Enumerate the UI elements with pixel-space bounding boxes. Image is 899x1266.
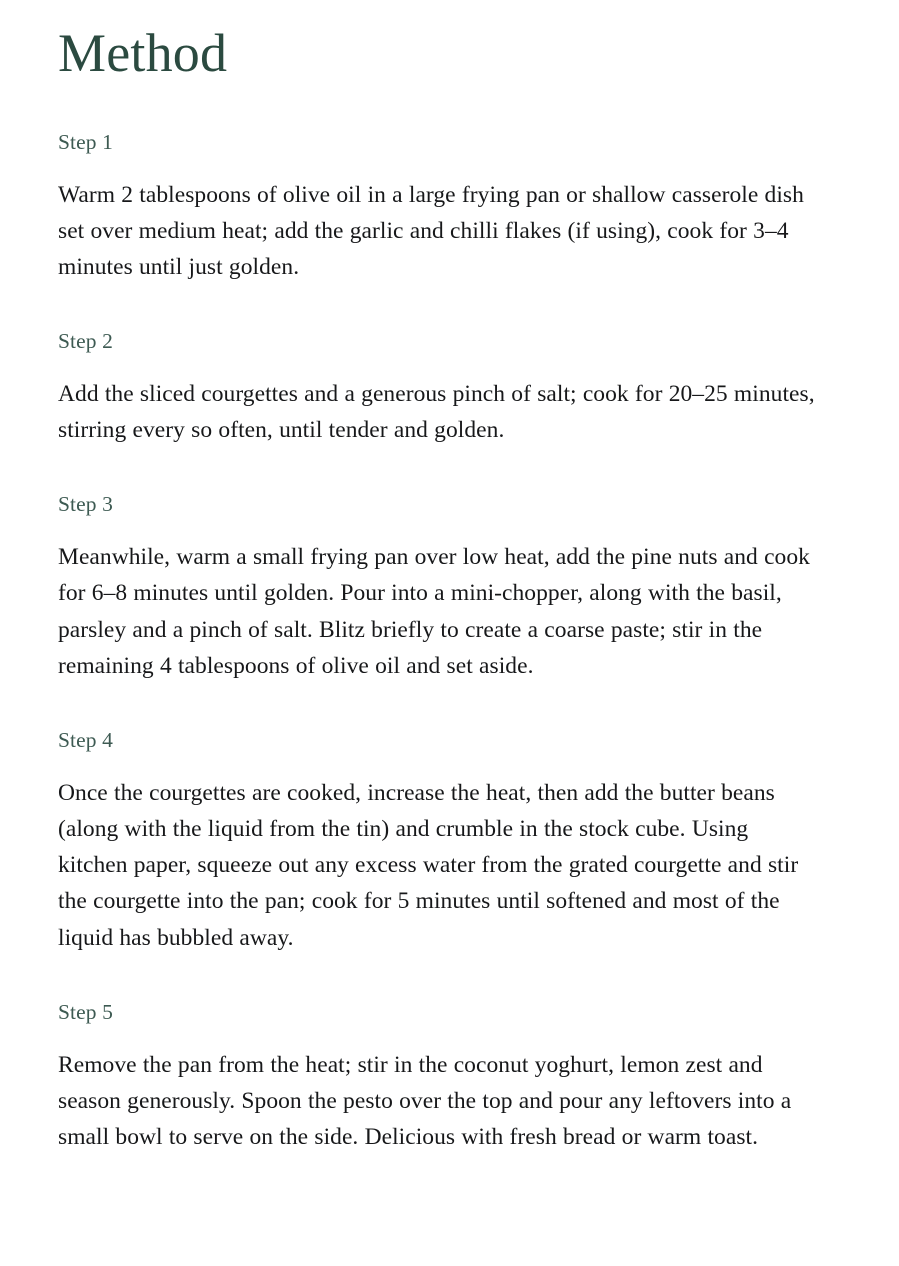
step-label: Step 3	[58, 492, 113, 517]
method-step	[58, 492, 839, 684]
method-step	[58, 329, 839, 448]
step-instruction: Warm 2 tablespoons of olive oil in a large frying pan or shallow casserole dish set over medium heat; add the garlic and chilli flakes (if using), cook for 3–4 minutes until just golden.	[58, 181, 804, 280]
step-instruction: Add the sliced courgettes and a generous pinch of salt; cook for 20–25 minutes, stirring every so often, until tender and golden.	[58, 380, 815, 444]
step-label: Step 1	[58, 129, 113, 154]
step-instruction: Meanwhile, warm a small frying pan over low heat, add the pine nuts and cook for 6–8 minutes until golden. Pour into a mini-chopper, along with the basil, parsley and a pinch of salt. Blitz briefly to create a coarse paste; stir in the remaining 4 tablespoons of olive oil and set aside.	[58, 544, 810, 679]
method-step	[58, 130, 839, 285]
step-instruction: Once the courgettes are cooked, increase the heat, then add the butter beans (along with the liquid from the tin) and crumble in the stock cube. Using kitchen paper, squeeze out any excess water from the grated courgette and stir the courgette into the pan; cook for 5 minutes until softened and most of the liquid has bubbled away.	[58, 779, 799, 951]
step-label: Step 4	[58, 727, 113, 752]
method-step	[58, 728, 839, 956]
step-label: Step 5	[58, 999, 113, 1024]
step-instruction: Remove the pan from the heat; stir in the coconut yoghurt, lemon zest and season generously. Spoon the pesto over the top and pour any leftovers into a small bowl to serve on the side. Delicious with fresh bread or warm toast.	[58, 1051, 792, 1150]
method-steps-list	[58, 130, 839, 1155]
method-step	[58, 1000, 839, 1155]
step-label: Step 2	[58, 329, 113, 354]
page-title: Method	[58, 23, 228, 83]
